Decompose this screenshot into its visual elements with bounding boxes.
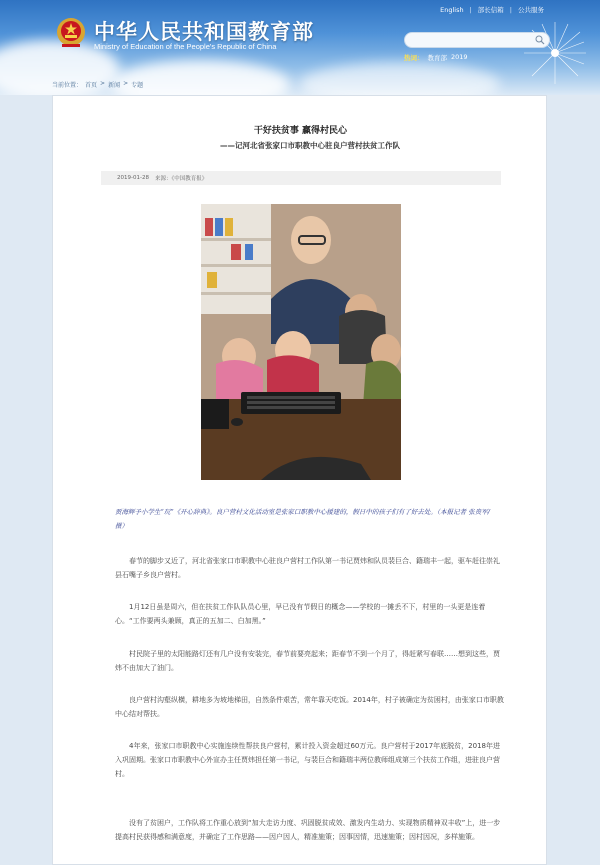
article-panel — [52, 95, 547, 865]
national-emblem-icon — [56, 17, 86, 49]
breadcrumb-separator: > — [123, 80, 129, 87]
dandelion-icon — [520, 18, 590, 88]
article-subtitle: ——记河北省张家口市职教中心驻良户营村扶贫工作队 — [220, 141, 400, 150]
link-separator: | — [509, 5, 512, 14]
hot-words — [404, 53, 468, 62]
breadcrumb-separator: > — [100, 80, 106, 87]
photo-caption: 贾海辉予小学生“玩”《开心辞典》。良户营村文化活动室是张家口职教中心援建的，假日中的孩子们有了好去处。（本报记者 张贵军/摄） — [115, 508, 490, 530]
hot-words-label: 热词： — [404, 54, 424, 62]
cloud-decoration — [110, 60, 290, 95]
article-paragraph: 村民院子里的太阳能路灯还有几户没有安装完，春节前要亮起来；距春节不到一个月了，得赶紧写春联……想到这些，贾炜不由加大了油门。 — [115, 650, 500, 672]
english-link[interactable]: English — [440, 5, 464, 14]
breadcrumb-topic[interactable]: 专题 — [131, 82, 144, 89]
minister-mailbox-link[interactable]: 部长信箱 — [477, 6, 504, 14]
article-title: 干好扶贫事 赢得村民心 — [253, 126, 348, 136]
breadcrumb-label: 当前位置： — [52, 82, 83, 89]
article-paragraph: 春节的脚步又近了，河北省张家口市职教中心驻良户营村工作队第一书记贾炜和队员裴巨合、籍瑞丰一起，驱车赶往崇礼县石嘴子乡良户营村。 — [115, 557, 500, 579]
article-photo — [201, 204, 401, 480]
breadcrumb — [52, 80, 143, 89]
search-input[interactable] — [404, 32, 550, 48]
article-date: 2019-01-28 — [117, 175, 149, 181]
article-paragraph: 没有了贫困户，工作队将工作重心放到“加大走访力度、巩固脱贫成效、激发内生动力、实现物质精神双丰收”上，进一步提高村民获得感和满意度，并确定了工作思路——因户因人，精准施策；因事因情，迅速施策；因村因况，多样施策。 — [115, 819, 501, 841]
top-links — [440, 5, 544, 14]
site-header — [0, 0, 600, 95]
hot-word-item[interactable]: 教育部 — [427, 54, 447, 62]
article-paragraph: 1月12日虽是周六，但在扶贫工作队队员心里，早已没有节假日的概念——学校的一摊丢不下，村里的一头更是连着心。“工作要两头兼顾，真正的五加二、白加黑。” — [115, 603, 486, 625]
public-service-link[interactable]: 公共服务 — [518, 6, 544, 14]
search-icon[interactable] — [535, 35, 545, 45]
breadcrumb-home[interactable]: 首页 — [85, 82, 98, 89]
article-paragraph: 4年来，张家口市职教中心实施连续性帮扶良户营村，累计投入资金超过60万元。良户营村于2017年底脱贫，2018年进入巩固期。张家口市职教中心外宣办主任贾炜担任第一书记，与裴巨合和籍瑞丰两位教师组成第三个扶贫工作组，进驻良户营村。 — [115, 742, 500, 778]
site-subtitle: Ministry of Education of the People's Republic of China — [94, 42, 277, 51]
site-title[interactable]: 中华人民共和国教育部 — [94, 20, 314, 44]
cloud-decoration — [300, 62, 500, 95]
article-source: 来源：《中国教育报》 — [154, 176, 208, 182]
article-paragraph: 良户营村沟壑纵横，耕地多为坡地梯田，自然条件艰苦，常年靠天吃饭。2014年，村子被确定为贫困村，由张家口市职教中心结对帮扶。 — [115, 696, 504, 718]
breadcrumb-news[interactable]: 新闻 — [108, 82, 121, 89]
link-separator: | — [469, 5, 472, 14]
hot-word-item[interactable]: 2019 — [451, 53, 468, 61]
article-meta — [101, 171, 501, 185]
